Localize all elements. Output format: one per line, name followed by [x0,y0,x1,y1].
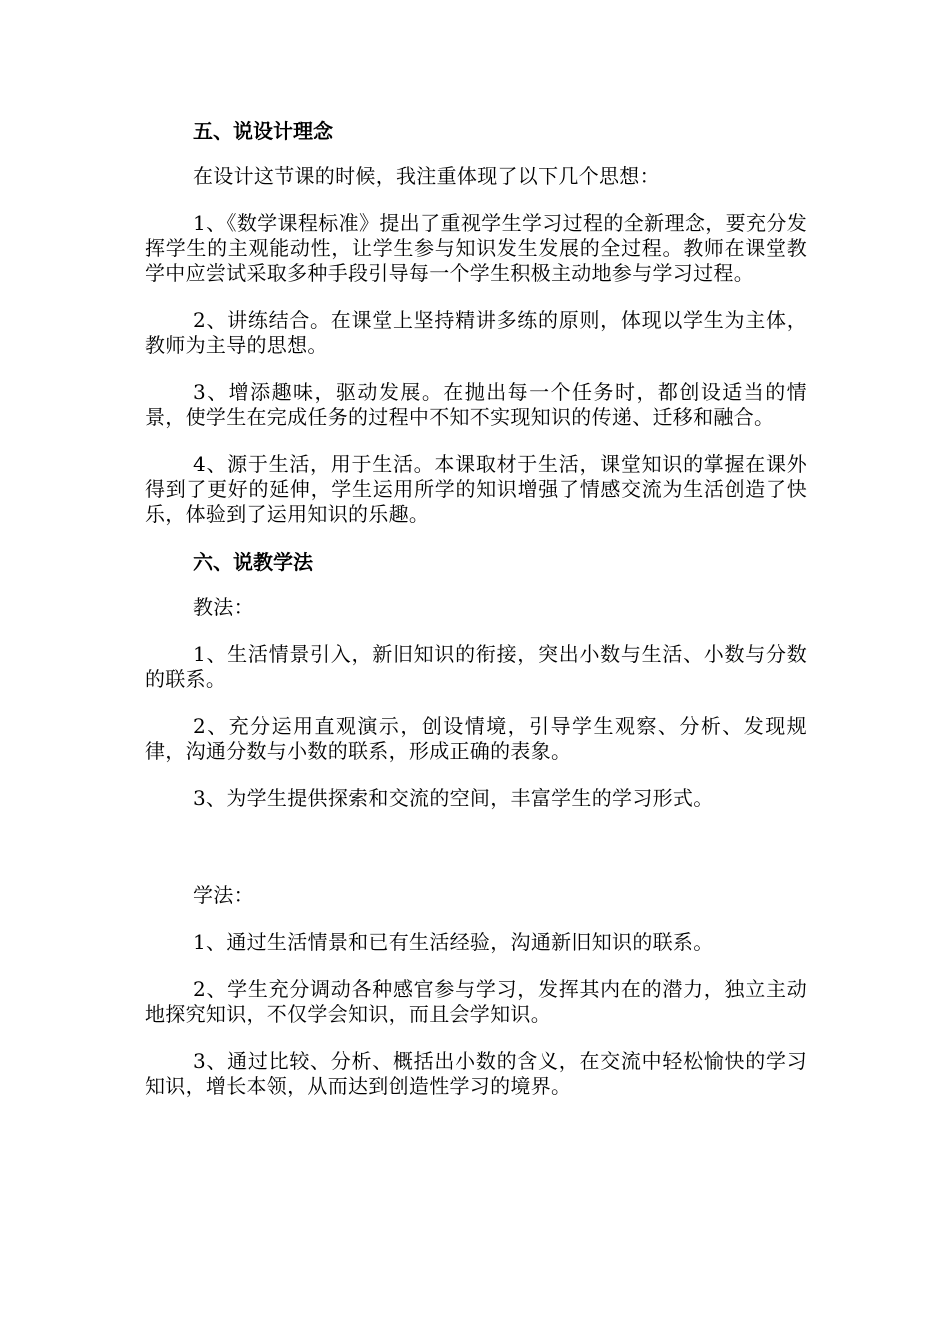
learning-item-1: 1、通过生活情景和已有生活经验，沟通新旧知识的联系。 [193,930,714,954]
learning-item-3: 3、通过比较、分析、概括出小数的含义，在交流中轻松愉快的学习知识，增长本领，从而达到创造性学习的境界。 [145,1049,807,1098]
section-heading-teaching-methods: 六、说教学法 [193,550,313,574]
teaching-method-label: 教法： [193,595,254,619]
document-page [145,118,807,1121]
blank-spacer [145,833,807,883]
learning-method-label: 学法： [193,883,254,907]
teaching-item-3: 3、为学生提供探索和交流的空间，丰富学生的学习形式。 [193,786,714,810]
section-intro: 在设计这节课的时候，我注重体现了以下几个思想： [193,164,660,188]
design-item-4: 4、源于生活，用于生活。本课取材于生活，课堂知识的掌握在课外得到了更好的延伸，学生运用所学的知识增强了情感交流为生活创造了快乐，体验到了运用知识的乐趣。 [145,452,807,526]
teaching-item-2: 2、充分运用直观演示，创设情境，引导学生观察、分析、发现规律，沟通分数与小数的联系，形成正确的表象。 [145,714,807,763]
section-heading-design-philosophy: 五、说设计理念 [193,119,333,143]
learning-item-2: 2、学生充分调动各种感官参与学习，发挥其内在的潜力，独立主动地探究知识，不仅学会知识，而且会学知识。 [145,977,807,1026]
teaching-item-1: 1、生活情景引入，新旧知识的衔接，突出小数与生活、小数与分数的联系。 [145,642,807,691]
design-item-1: 1、《数学课程标准》提出了重视学生学习过程的全新理念，要充分发挥学生的主观能动性，让学生参与知识发生发展的全过程。教师在课堂教学中应尝试采取多种手段引导每一个学生积极主动地参与学习过程。 [145,211,807,285]
design-item-2: 2、讲练结合。在课堂上坚持精讲多练的原则，体现以学生为主体，教师为主导的思想。 [145,308,807,357]
design-item-3: 3、增添趣味，驱动发展。在抛出每一个任务时，都创设适当的情景，使学生在完成任务的过程中不知不实现知识的传递、迁移和融合。 [145,380,807,429]
